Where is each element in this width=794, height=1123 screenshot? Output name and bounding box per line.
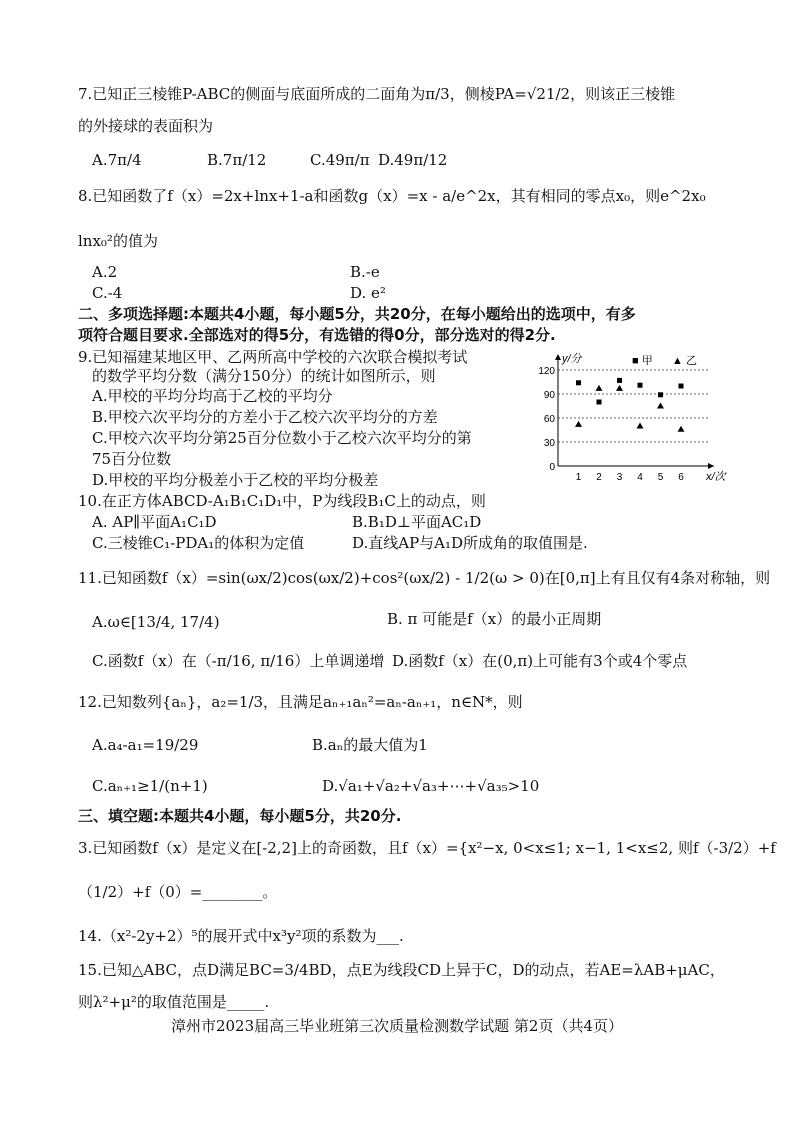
q10-opt-d: D.直线AP与A₁D所成角的取值围是. [352, 534, 588, 552]
y-tick-label: 60 [543, 414, 555, 425]
legend-yi: ▲ 乙 [672, 355, 697, 367]
q7-line1: 7.已知正三棱锥P-ABC的侧面与底面所成的二面角为π/3，侧棱PA=√21/2，则该正三棱锥 [78, 85, 676, 103]
q13-line1: 3.已知函数f（x）是定义在[-2,2]上的奇函数，且f（x）={x²−x, 0<x≤1; x−1, 1<x≤2, 则f（-3/2）+f [78, 839, 776, 857]
q8-opt-c: C.-4 [92, 284, 123, 302]
x-axis-arrow [708, 463, 714, 469]
q11-opt-b: B. π 可能是f（x）的最小正周期 [387, 610, 602, 628]
x-tick-label: 1 [575, 472, 582, 483]
point-yi [678, 426, 685, 432]
x-tick-label: 5 [657, 472, 664, 483]
x-tick-label: 2 [596, 472, 602, 483]
point-jia [617, 378, 622, 383]
q9-opt-c: C.甲校六次平均分第25百分位数小于乙校六次平均分的第 [92, 429, 472, 447]
y-tick-label: 30 [543, 438, 555, 449]
page-footer: 漳州市2023届高三毕业班第三次质量检测数学试题 第2页（共4页） [170, 1017, 624, 1035]
y-axis-label: y/分 [562, 353, 582, 365]
q9-opt-c-cont: 75百分位数 [92, 450, 172, 468]
q15-line1: 15.已知△ABC，点D满足BC=3/4BD，点E为线段CD上异于C，D的动点，若AE=λAB+μAC， [78, 961, 725, 979]
section2-line2: 项符合题目要求.全部选对的得5分，有选错的得0分，部分选对的得2分. [78, 326, 556, 344]
q8-opt-a: A.2 [92, 263, 118, 281]
q8-line1: 8.已知函数了f（x）=2x+lnx+1-a和函数g（x）=x - a/e^2x，其有相同的零点x₀，则e^2x₀ [78, 187, 706, 205]
q13-line2: （1/2）+f（0）=________。 [78, 883, 278, 901]
q7-opt-b: B.7π/12 [207, 151, 267, 169]
q12-opt-c: C.aₙ₊₁≥1/(n+1) [92, 777, 208, 795]
section3-title: 三、填空题:本题共4小题，每小题5分，共20分. [78, 807, 402, 825]
point-jia [658, 392, 663, 397]
y-tick-label: 0 [549, 462, 555, 473]
point-yi [657, 403, 664, 409]
point-jia [679, 384, 684, 389]
point-yi [596, 385, 603, 391]
section2-line1: 二、多项选择题:本题共4小题，每小题5分，共20分，在每小题给出的选项中，有多 [78, 305, 636, 323]
q10-opt-b: B.B₁D⊥平面AC₁D [352, 513, 482, 531]
q7-line2: 的外接球的表面积为 [78, 117, 214, 135]
x-tick-label: 3 [616, 472, 623, 483]
point-jia [597, 400, 602, 405]
q11-opt-a: A.ω∈[13/4, 17/4) [92, 613, 220, 631]
q12-opt-a: A.a₄-a₁=19/29 [92, 736, 199, 754]
q9-line: 的数学平均分数（满分150分）的统计如图所示，则 [92, 367, 436, 385]
q14-line: 14.（x²-2y+2）⁵的展开式中x³y²项的系数为___. [78, 927, 404, 945]
q15-line2: 则λ²+μ²的取值范围是_____. [78, 993, 270, 1011]
q10-line1: 10.在正方体ABCD-A₁B₁C₁D₁中，P为线段B₁C上的动点，则 [78, 492, 486, 510]
point-yi [575, 421, 582, 427]
q8-opt-b: B.-e [350, 263, 380, 281]
q9-opt-a: A.甲校的平均分均高于乙校的平均分 [92, 387, 333, 405]
q11-opt-d: D.函数f（x）在(0,π)上可能有3个或4个零点 [392, 652, 688, 670]
q12-line1: 12.已知数列{aₙ}，a₂=1/3，且满足aₙ₊₁aₙ²=aₙ-aₙ₊₁，n∈N*，则 [78, 693, 523, 711]
x-tick-label: 4 [637, 472, 643, 483]
q11-line1: 11.已知函数f（x）=sin(ωx/2)cos(ωx/2)+cos²(ωx/2) - 1/2(ω > 0)在[0,π]上有且仅有4条对称轴，则 [78, 569, 771, 587]
x-axis-label: x/次 [706, 471, 726, 483]
q12-opt-d: D.√a₁+√a₂+√a₃+⋯+√a₃₅>10 [322, 777, 540, 795]
q9-opt-b: B.甲校六次平均分的方差小于乙校六次平均分的方差 [92, 408, 438, 426]
q7-opt-a: A.7π/4 [92, 151, 142, 169]
q8-line2: lnx₀²的值为 [78, 232, 158, 250]
q11-opt-c: C.函数f（x）在（-π/16, π/16）上单调递增 [92, 652, 385, 670]
point-jia [576, 380, 581, 385]
q12-opt-b: B.aₙ的最大值为1 [312, 736, 428, 754]
q7-opt-d: D.49π/12 [378, 151, 448, 169]
legend-jia: ■ 甲 [632, 355, 653, 367]
point-jia [638, 383, 643, 388]
point-yi [616, 385, 623, 391]
q8-opt-d: D. e² [350, 284, 386, 302]
q10-opt-a: A. AP∥平面A₁C₁D [92, 513, 217, 531]
y-tick-label: 120 [538, 366, 555, 377]
q9-line: 9.已知福建某地区甲、乙两所高中学校的六次联合模拟考试 [78, 348, 468, 366]
q7-opt-c: C.49π/π [310, 151, 370, 169]
y-axis-arrow [555, 354, 561, 360]
y-tick-label: 90 [543, 390, 555, 401]
q9-opt-d: D.甲校的平均分极差小于乙校的平均分极差 [92, 471, 379, 489]
score-scatter-chart [536, 348, 726, 488]
q10-opt-c: C.三棱锥C₁-PDA₁的体积为定值 [92, 534, 305, 552]
x-tick-label: 6 [678, 472, 684, 483]
point-yi [637, 423, 644, 429]
